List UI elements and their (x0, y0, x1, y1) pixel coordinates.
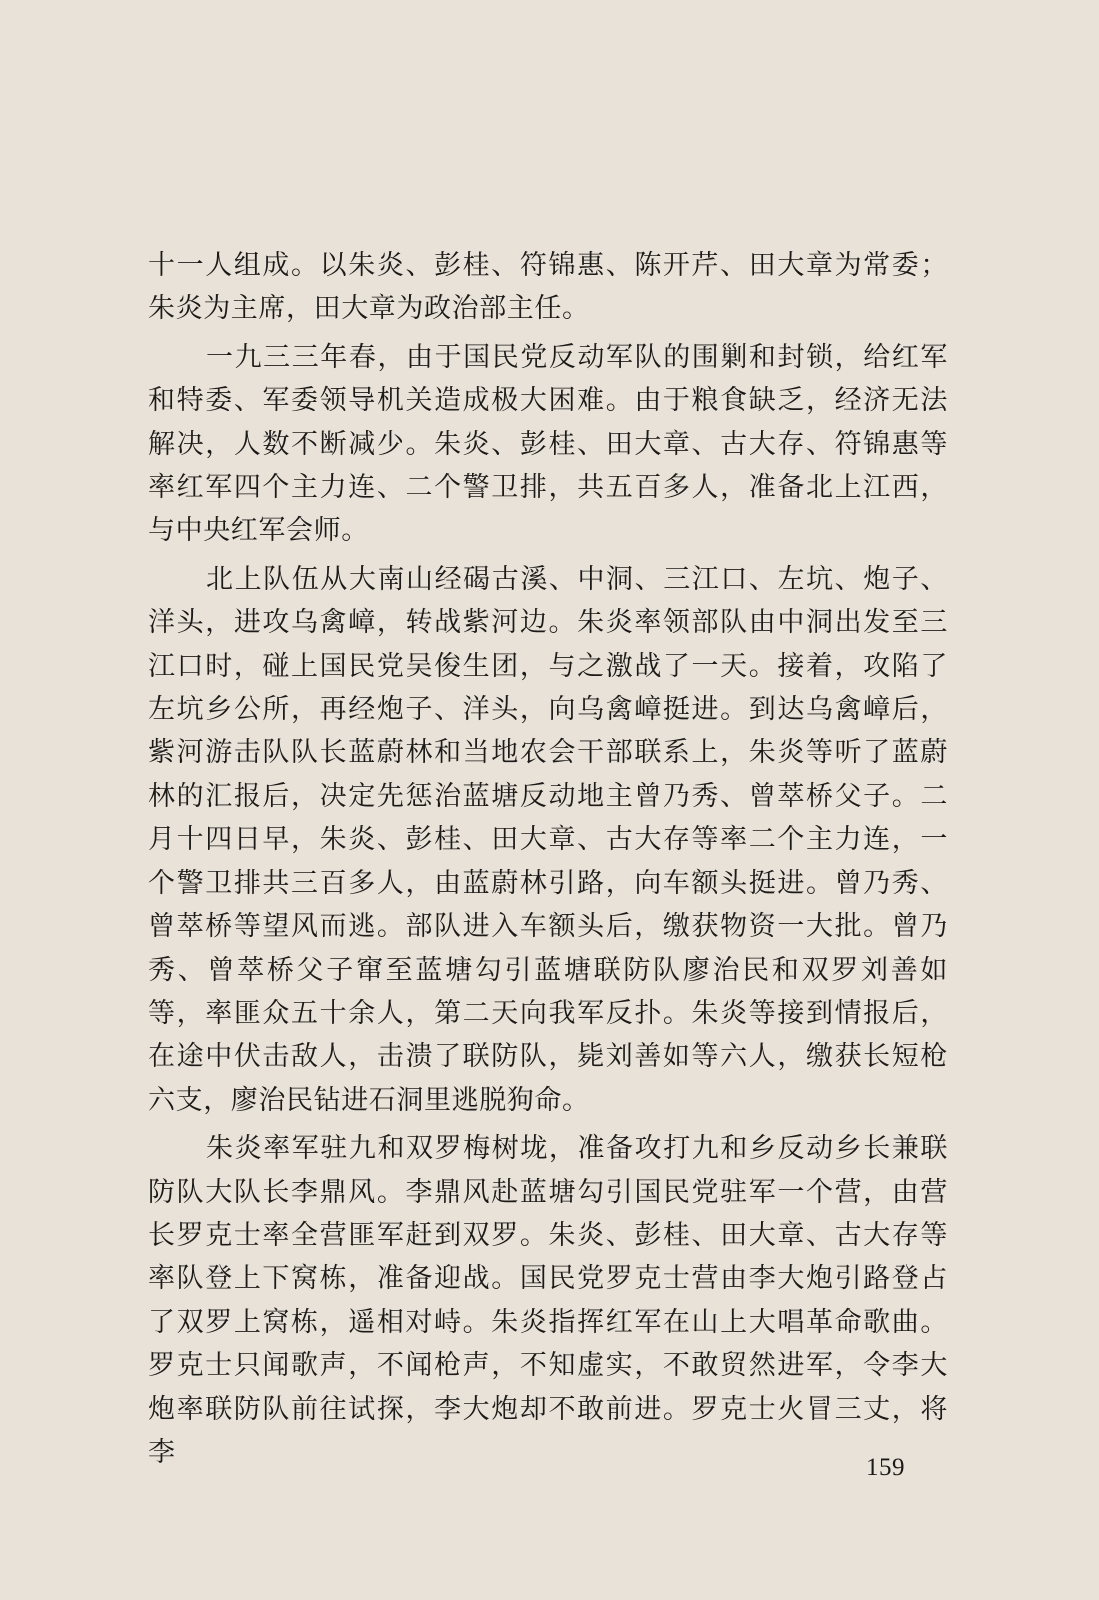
paragraph-4: 朱炎率军驻九和双罗梅树垅，准备攻打九和乡反动乡长兼联防队大队长李鼎风。李鼎风赴蓝塘勾引国民党驻军一个营，由营长罗克士率全营匪军赶到双罗。朱炎、彭桂、田大章、古大存等率队登上下窝栋，准备迎战。国民党罗克士营由李大炮引路登占了双罗上窝栋，遥相对峙。朱炎指挥红军在山上大唱革命歌曲。罗克士只闻歌声，不闻枪声，不知虚实，不敢贸然进军，令李大炮率联防队前往试探，李大炮却不敢前进。罗克士火冒三丈，将李 (148, 1133, 948, 1468)
page-number: 159 (866, 1454, 905, 1481)
paragraph-2: 一九三三年春，由于国民党反动军队的围剿和封锁，给红军和特委、军委领导机关造成极大困难。由于粮食缺乏，经济无法解决，人数不断减少。朱炎、彭桂、田大章、古大存、符锦惠等率红军四个主力连、二个警卫排，共五百多人，准备北上江西，与中央红军会师。 (148, 341, 948, 547)
paragraph-1: 十一人组成。以朱炎、彭桂、符锦惠、陈开芹、田大章为常委；朱炎为主席，田大章为政治部主任。 (148, 250, 948, 325)
paragraph-3: 北上队伍从大南山经碣古溪、中洞、三江口、左坑、炮子、洋头，进攻乌禽嶂，转战紫河边。朱炎率领部队由中洞出发至三江口时，碰上国民党吴俊生团，与之激战了一天。接着，攻陷了左坑乡公所，再经炮子、洋头，向乌禽嶂挺进。到达乌禽嶂后，紫河游击队队长蓝蔚林和当地农会干部联系上，朱炎等听了蓝蔚林的汇报后，决定先惩治蓝塘反动地主曾乃秀、曾萃桥父子。二月十四日早，朱炎、彭桂、田大章、古大存等率二个主力连，一个警卫排共三百多人，由蓝蔚林引路，向车额头挺进。曾乃秀、曾萃桥等望风而逃。部队进入车额头后，缴获物资一大批。曾乃秀、曾萃桥父子窜至蓝塘勾引蓝塘联防队廖治民和双罗刘善如等，率匪众五十余人，第二天向我军反扑。朱炎等接到情报后，在途中伏击敌人，击溃了联防队，毙刘善如等六人，缴获长短枪六支，廖治民钻进石洞里逃脱狗命。 (148, 563, 948, 1116)
body-text (148, 244, 948, 1474)
